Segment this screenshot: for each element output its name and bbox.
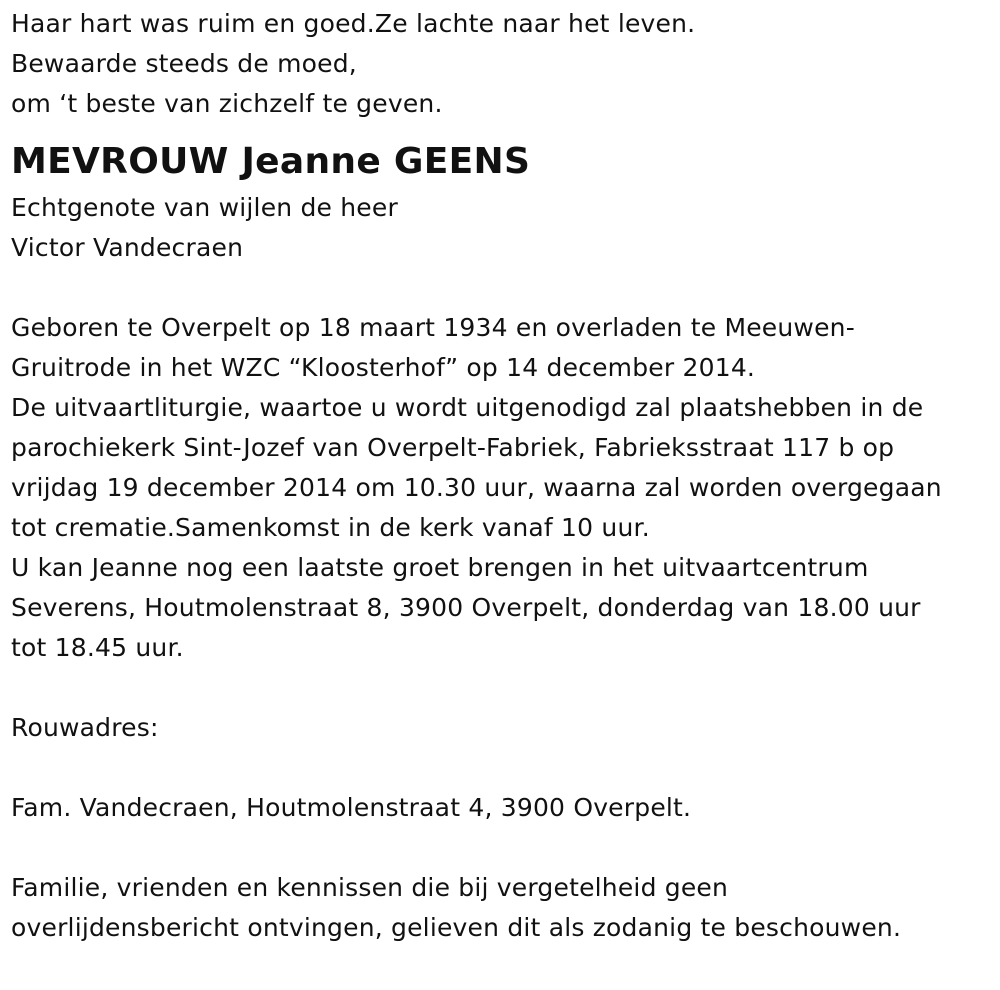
announcement-line: U kan Jeanne nog een laatste groet brengen in het uitvaartcentrum	[11, 553, 869, 582]
announcement-line: tot crematie.Samenkomst in de kerk vanaf 10 uur.	[11, 513, 650, 542]
obituary-document	[11, 4, 986, 948]
announcement-line: Gruitrode in het WZC “Kloosterhof” op 14 december 2014.	[11, 353, 756, 382]
announcement-line: vrijdag 19 december 2014 om 10.30 uur, waarna zal worden overgegaan	[11, 473, 942, 502]
poem-line: Haar hart was ruim en goed.Ze lachte naar het leven.	[11, 9, 696, 38]
announcement-line: Geboren te Overpelt op 18 maart 1934 en overladen te Meeuwen-	[11, 313, 855, 342]
spacer	[11, 828, 986, 868]
poem-line: om ‘t beste van zichzelf te geven.	[11, 89, 443, 118]
spacer	[11, 748, 986, 788]
deceased-name: MEVROUW Jeanne GEENS	[11, 141, 531, 182]
relation	[11, 188, 986, 268]
spacer	[11, 668, 986, 708]
mourning-address-label: Rouwadres:	[11, 713, 159, 742]
relation-line: Echtgenote van wijlen de heer	[11, 193, 398, 222]
announcement-line: De uitvaartliturgie, waartoe u wordt uitgenodigd zal plaatshebben in de	[11, 393, 924, 422]
announcement-paragraph	[11, 308, 986, 668]
closing-line: Familie, vrienden en kennissen die bij vergetelheid geen	[11, 873, 729, 902]
announcement-line: Severens, Houtmolenstraat 8, 3900 Overpelt, donderdag van 18.00 uur	[11, 593, 921, 622]
relation-line: Victor Vandecraen	[11, 233, 244, 262]
mourning-address: Fam. Vandecraen, Houtmolenstraat 4, 3900 Overpelt.	[11, 793, 692, 822]
poem	[11, 4, 986, 124]
poem-line: Bewaarde steeds de moed,	[11, 49, 357, 78]
closing-line: overlijdensbericht ontvingen, gelieven dit als zodanig te beschouwen.	[11, 913, 902, 942]
announcement-line: tot 18.45 uur.	[11, 633, 184, 662]
closing-paragraph	[11, 868, 986, 948]
announcement-line: parochiekerk Sint-Jozef van Overpelt-Fabriek, Fabrieksstraat 117 b op	[11, 433, 895, 462]
spacer	[11, 268, 986, 308]
